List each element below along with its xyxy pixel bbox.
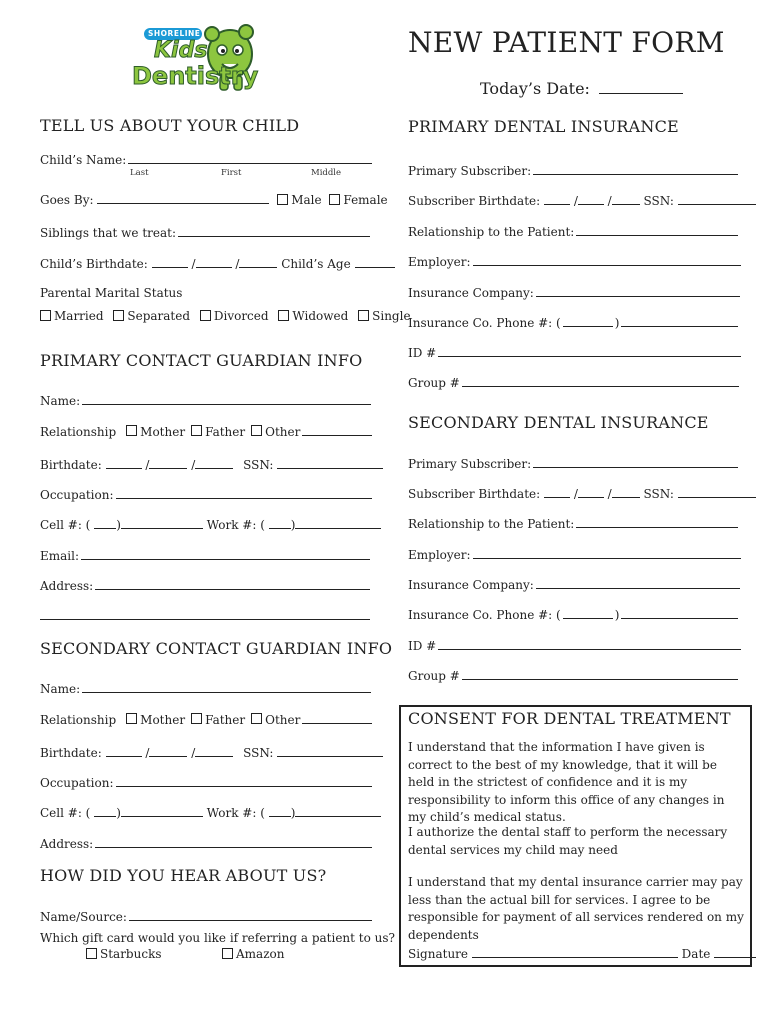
pi-sub-birth-day-field[interactable] [578,193,604,205]
pi-employer-label: Employer: [408,255,471,269]
child-birthdate-label: Child’s Birthdate: [40,257,148,271]
sg-relationship-row [40,712,372,727]
section-heading-primary-guardian: PRIMARY CONTACT GUARDIAN INFO [40,351,363,370]
si-company-label: Insurance Company: [408,578,534,592]
si-company-field[interactable] [536,577,740,589]
male-checkbox[interactable] [277,194,288,205]
todays-date-row [480,80,683,98]
siblings-label: Siblings that we treat: [40,226,177,240]
pg-birthdate-label: Birthdate: [40,458,102,472]
siblings-row [40,225,370,240]
pi-group-field[interactable] [462,375,739,387]
clinic-logo [128,20,273,98]
sg-name-label: Name: [40,682,81,696]
single-label: Single [372,309,411,323]
si-group-field[interactable] [462,668,738,680]
signature-label: Signature [408,947,469,961]
child-age-field[interactable] [355,256,395,268]
sg-work-field[interactable] [295,805,381,817]
sg-address-label: Address: [40,837,94,851]
pg-occupation-row [40,487,372,502]
pg-cell-area-field[interactable] [94,517,116,529]
pi-id-row [408,345,741,360]
pg-occupation-label: Occupation: [40,488,114,502]
sg-cell-field[interactable] [121,805,203,817]
todays-date-label: Today’s Date: [480,79,590,98]
si-subscriber-row [408,456,738,471]
si-employer-label: Employer: [408,548,471,562]
pi-id-field[interactable] [438,345,741,357]
si-id-field[interactable] [438,638,741,650]
pi-subscriber-row [408,163,738,178]
pi-sub-birth-row: Subscriber Birthdate: / / SSN: [408,193,756,208]
si-sub-birth-row: Subscriber Birthdate: / / SSN: [408,486,756,501]
sg-mother-label: Mother [140,713,186,727]
child-name-sub-first: First [221,168,242,178]
widowed-label: Widowed [292,309,349,323]
sg-father-checkbox[interactable] [191,713,202,724]
sg-occupation-row [40,775,372,790]
sg-address-row [40,836,372,851]
sg-other-label: Other [265,713,301,727]
sg-birth-day-field[interactable] [149,745,187,757]
si-ssn-label: SSN: [643,487,674,501]
sg-father-label: Father [205,713,246,727]
sg-mother-checkbox[interactable] [126,713,137,724]
pi-company-field[interactable] [536,285,740,297]
sg-birthdate-row: Birthdate: / / SSN: [40,745,383,760]
pi-phone-label: Insurance Co. Phone #: ( [408,316,561,330]
pi-phone-area-field[interactable] [563,315,613,327]
gift-option-amazon [222,947,284,961]
si-phone-row: Insurance Co. Phone #: ( ) [408,607,738,622]
consent-paragraph-2: I authorize the dental staff to perform the necessary dental services my child may need [408,825,728,857]
child-name-row [40,152,372,167]
child-name-label: Child’s Name: [40,153,127,167]
pi-relationship-row [408,224,738,239]
pg-name-label: Name: [40,394,81,408]
starbucks-label: Starbucks [100,947,162,961]
child-birthdate-row: Child’s Birthdate: / / Child’s Age [40,256,395,271]
source-row [40,909,372,924]
si-group-row [408,668,738,683]
si-phone-field[interactable] [621,607,738,619]
signature-field[interactable] [472,946,678,958]
pg-relationship-label: Relationship [40,425,117,439]
si-id-label: ID # [408,639,437,653]
pg-address-row [40,578,370,593]
logo-kids-text: Kids [154,38,208,63]
marital-status-label: Parental Marital Status [40,286,183,300]
si-sub-birth-month-field[interactable] [544,486,570,498]
child-birth-month-field[interactable] [152,256,188,268]
pg-work-label: Work #: ( [206,518,265,532]
si-phone-label: Insurance Co. Phone #: ( [408,608,561,622]
pg-cell-field[interactable] [121,517,203,529]
pi-ssn-field[interactable] [678,193,756,205]
sg-birth-month-field[interactable] [106,745,142,757]
male-label: Male [291,193,322,207]
pg-email-row [40,548,370,563]
section-heading-child: TELL US ABOUT YOUR CHILD [40,116,300,135]
pg-email-field[interactable] [81,548,370,560]
si-id-row [408,638,741,653]
pi-employer-field[interactable] [473,254,741,266]
consent-date-label: Date [681,947,711,961]
goes-by-row [40,192,388,207]
siblings-field[interactable] [178,225,370,237]
pi-sub-birth-year-field[interactable] [612,193,640,205]
starbucks-checkbox[interactable] [86,948,97,959]
pi-company-row [408,285,740,300]
pg-address-line2-field[interactable] [40,619,370,620]
section-heading-secondary-insurance: SECONDARY DENTAL INSURANCE [408,413,709,432]
goes-by-field[interactable] [97,192,269,204]
sg-cell-label: Cell #: ( [40,806,91,820]
pi-relationship-label: Relationship to the Patient: [408,225,575,239]
pg-birthdate-row: Birthdate: / / SSN: [40,457,383,472]
source-field[interactable] [129,909,372,921]
sg-name-row [40,681,371,696]
single-checkbox[interactable] [358,310,369,321]
consent-paragraph-1: I understand that the information I have given is correct to the best of my knowledge, that it will be held in the strictest of confidence and it is my responsibility to inform this office of any changes in my child’s medical status. [408,740,725,824]
source-label: Name/Source: [40,910,127,924]
signature-row [408,946,756,961]
pg-birth-day-field[interactable] [149,457,187,469]
si-phone-area-field[interactable] [563,607,613,619]
pi-phone-field[interactable] [621,315,738,327]
section-heading-consent: CONSENT FOR DENTAL TREATMENT [408,709,731,728]
separated-checkbox[interactable] [113,310,124,321]
separated-label: Separated [127,309,191,323]
pi-subscriber-label: Primary Subscriber: [408,164,532,178]
pg-email-label: Email: [40,549,80,563]
pg-ssn-label: SSN: [243,458,274,472]
sg-work-label: Work #: ( [206,806,265,820]
pg-mother-label: Mother [140,425,186,439]
sg-ssn-field[interactable] [277,745,383,757]
page-title: NEW PATIENT FORM [408,26,725,59]
pi-group-row [408,375,739,390]
pg-birth-year-field[interactable] [195,457,233,469]
pg-ssn-field[interactable] [277,457,383,469]
amazon-label: Amazon [236,947,285,961]
marital-options [40,309,411,323]
pi-group-label: Group # [408,376,460,390]
pg-relationship-row [40,424,372,439]
sg-address-field[interactable] [95,836,372,848]
pg-address-label: Address: [40,579,94,593]
pg-birth-month-field[interactable] [106,457,142,469]
section-heading-hear: HOW DID YOU HEAR ABOUT US? [40,866,327,885]
sg-relationship-label: Relationship [40,713,117,727]
logo-dentistry-text: Dentistry [132,62,259,90]
pg-name-row [40,393,371,408]
sg-occupation-label: Occupation: [40,776,114,790]
pg-cell-label: Cell #: ( [40,518,91,532]
sg-occupation-field[interactable] [116,775,373,787]
si-ssn-field[interactable] [678,486,756,498]
pg-occupation-field[interactable] [116,487,373,499]
female-checkbox[interactable] [329,194,340,205]
si-company-row [408,577,740,592]
section-heading-primary-insurance: PRIMARY DENTAL INSURANCE [408,117,679,136]
goes-by-label: Goes By: [40,193,94,207]
si-relationship-field[interactable] [576,516,738,528]
consent-date-field[interactable] [714,946,756,958]
pg-name-field[interactable] [82,393,371,405]
pg-other-checkbox[interactable] [251,425,262,436]
section-heading-secondary-guardian: SECONDARY CONTACT GUARDIAN INFO [40,639,393,658]
si-employer-row [408,547,741,562]
pg-work-area-field[interactable] [269,517,291,529]
pi-subscriber-field[interactable] [533,163,738,175]
consent-paragraph-3: I understand that my dental insurance carrier may pay less than the actual bill for services. I agree to be responsible for payment of all services rendered on my dependents [408,875,744,942]
sg-birthdate-label: Birthdate: [40,746,102,760]
female-label: Female [343,193,388,207]
si-subscriber-field[interactable] [533,456,738,468]
child-age-label: Child’s Age [281,257,351,271]
sg-work-area-field[interactable] [269,805,291,817]
gift-option-starbucks [86,947,162,961]
pg-father-checkbox[interactable] [191,425,202,436]
si-relationship-label: Relationship to the Patient: [408,517,575,531]
divorced-label: Divorced [213,309,269,323]
divorced-checkbox[interactable] [200,310,211,321]
pg-work-field[interactable] [295,517,381,529]
pg-address-field[interactable] [95,578,370,590]
married-label: Married [54,309,104,323]
pg-other-field[interactable] [302,424,372,436]
pi-ssn-label: SSN: [643,194,674,208]
si-subscriber-label: Primary Subscriber: [408,457,532,471]
pi-relationship-field[interactable] [576,224,738,236]
gift-card-label: Which gift card would you like if referring a patient to us? [40,931,395,945]
pg-phone-row: Cell #: ( ) Work #: ( ) [40,517,381,532]
married-checkbox[interactable] [40,310,51,321]
todays-date-field[interactable] [599,82,683,94]
pi-sub-birth-month-field[interactable] [544,193,570,205]
pi-company-label: Insurance Company: [408,286,534,300]
amazon-checkbox[interactable] [222,948,233,959]
si-employer-field[interactable] [473,547,741,559]
sg-ssn-label: SSN: [243,746,274,760]
pg-mother-checkbox[interactable] [126,425,137,436]
si-group-label: Group # [408,669,460,683]
sg-other-field[interactable] [302,712,372,724]
child-name-sub-middle: Middle [311,168,342,178]
sg-name-field[interactable] [82,681,371,693]
sg-phone-row: Cell #: ( ) Work #: ( ) [40,805,381,820]
si-sub-birth-year-field[interactable] [612,486,640,498]
widowed-checkbox[interactable] [278,310,289,321]
pi-sub-birth-label: Subscriber Birthdate: [408,194,541,208]
si-sub-birth-label: Subscriber Birthdate: [408,487,541,501]
child-birth-day-field[interactable] [196,256,232,268]
si-sub-birth-day-field[interactable] [578,486,604,498]
child-name-field[interactable] [128,152,372,164]
pg-father-label: Father [205,425,246,439]
sg-cell-area-field[interactable] [94,805,116,817]
pg-other-label: Other [265,425,301,439]
si-relationship-row [408,516,738,531]
child-name-sub-last: Last [130,168,149,178]
pi-phone-row: Insurance Co. Phone #: ( ) [408,315,738,330]
child-birth-year-field[interactable] [239,256,277,268]
pi-employer-row [408,254,741,269]
sg-birth-year-field[interactable] [195,745,233,757]
logo-top-text: SHORELINE [148,29,201,38]
pi-id-label: ID # [408,346,437,360]
sg-other-checkbox[interactable] [251,713,262,724]
